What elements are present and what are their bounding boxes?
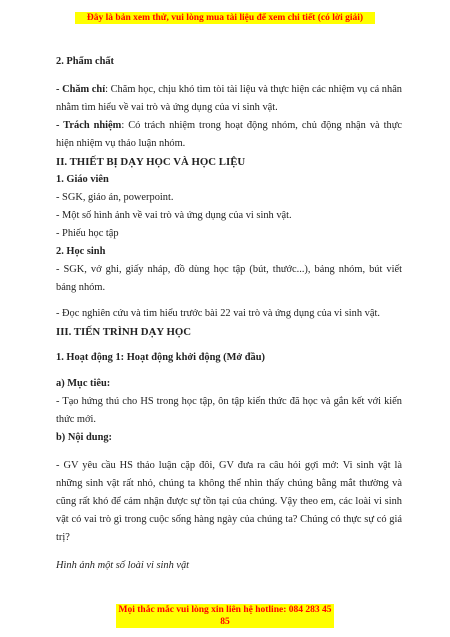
trach-nhiem-text: : Có trách nhiệm trong hoạt động nhóm, chủ động nhận và thực hiện nhiệm vụ thảo luận nhóm.	[56, 120, 402, 149]
trach-nhiem-paragraph	[56, 117, 402, 153]
cham-chi-paragraph	[56, 81, 402, 117]
section-2-heading: II. THIẾT BỊ DẠY HỌC VÀ HỌC LIỆU	[56, 156, 246, 168]
gv-item-1: - SGK, giáo án, powerpoint.	[56, 192, 174, 203]
cham-chi-label: - Chăm chỉ	[56, 84, 106, 95]
gv-item-2: - Một số hình ảnh về vai trò và ứng dụng của vi sinh vật.	[56, 210, 292, 221]
document-body	[56, 53, 402, 575]
noi-dung-text: - GV yêu cầu HS thảo luận cặp đôi, GV đưa ra câu hỏi gợi mở: Vi sinh vật là những sinh vật rất nhỏ, chúng ta không thể nhìn thấy chúng bằng mắt thường và cũng rất khó để cảm nhận được sự tồn tại của chúng. Vậy theo em, các loài vi sinh vật có vai trò gì trong cuộc sống hàng ngày của chúng ta? Chúng có thực sự có giá trị?	[56, 460, 402, 543]
hoc-sinh-heading: 2. Học sinh	[56, 246, 106, 257]
gv-item-3: - Phiếu học tập	[56, 228, 119, 239]
hoat-dong-1-heading: 1. Hoạt động 1: Hoạt động khởi động (Mở đầu)	[56, 352, 265, 363]
preview-banner: Đây là bản xem thử, vui lòng mua tài liệu để xem chi tiết (có lời giải)	[75, 12, 375, 24]
giao-vien-heading: 1. Giáo viên	[56, 174, 109, 185]
trach-nhiem-label: - Trách nhiệm	[56, 120, 122, 131]
hs-item-1: - SGK, vở ghi, giấy nháp, đồ dùng học tập (bút, thước...), bảng nhóm, bút viết bảng nhóm.	[56, 264, 402, 293]
hotline-footer: Mọi thắc mắc vui lòng xin liên hệ hotline: 084 283 45 85	[116, 604, 334, 628]
pham-chat-heading: 2. Phẩm chất	[56, 56, 115, 67]
muc-tieu-heading: a) Mục tiêu:	[56, 378, 111, 389]
image-caption: Hình ảnh một số loài vi sinh vật	[56, 560, 190, 571]
section-3-heading: III. TIẾN TRÌNH DẠY HỌC	[56, 326, 192, 338]
muc-tieu-text: - Tạo hứng thú cho HS trong học tập, ôn tập kiến thức đã học và gắn kết với kiến thức mới.	[56, 396, 402, 425]
noi-dung-heading: b) Nội dung:	[56, 432, 113, 443]
hs-item-2: - Đọc nghiên cứu và tìm hiểu trước bài 22 vai trò và ứng dụng của vi sinh vật.	[56, 308, 380, 319]
cham-chi-text: : Chăm học, chịu khó tìm tòi tài liệu và thực hiện các nhiệm vụ cá nhân nhằm tìm hiểu về vai trò và ứng dụng của vi sinh vật.	[56, 84, 402, 113]
